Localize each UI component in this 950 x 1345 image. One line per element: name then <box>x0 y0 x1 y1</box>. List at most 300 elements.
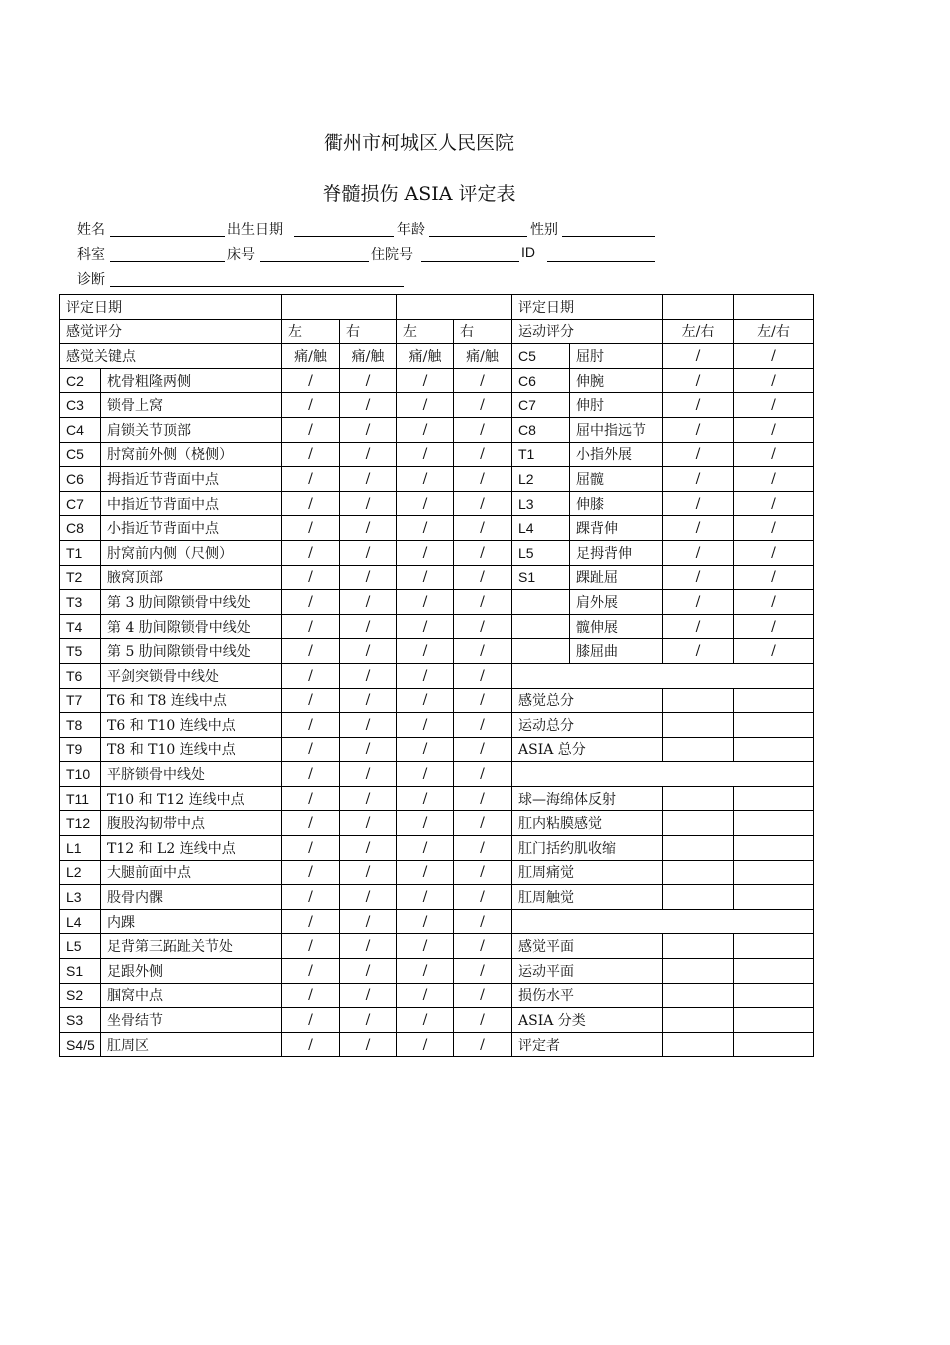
sensory-score-cell[interactable]: / <box>340 417 397 442</box>
left-header: 左 <box>397 319 454 344</box>
motor-score-cell[interactable]: / <box>734 590 814 615</box>
sensory-score-cell[interactable]: / <box>454 491 512 516</box>
sensory-score-cell[interactable]: / <box>397 713 454 738</box>
sensory-score-cell[interactable]: / <box>397 934 454 959</box>
sensory-score-cell[interactable]: / <box>340 713 397 738</box>
sensory-score-cell[interactable]: / <box>282 491 340 516</box>
motor-eval-date-cell-2[interactable] <box>734 295 814 320</box>
motor-muscle: 屈中指远节 <box>570 417 663 442</box>
motor-muscle: 踝趾屈 <box>570 565 663 590</box>
sensory-score-cell[interactable]: / <box>282 762 340 787</box>
sensory-score-cell[interactable]: / <box>340 909 397 934</box>
sensory-score-cell[interactable]: / <box>340 737 397 762</box>
left-right-header: 左/右 <box>663 319 734 344</box>
summary-value-cell[interactable] <box>734 885 814 910</box>
bed-field[interactable] <box>260 261 369 262</box>
sensory-score-cell[interactable]: / <box>282 467 340 492</box>
table-row <box>60 1032 814 1057</box>
sensory-score-cell[interactable]: / <box>454 417 512 442</box>
sensory-score-cell[interactable]: / <box>282 786 340 811</box>
sensory-score-cell[interactable]: / <box>340 590 397 615</box>
dept-field[interactable] <box>110 261 225 262</box>
sensory-level: T9 <box>60 737 101 762</box>
eval-date-cell-1[interactable] <box>282 295 397 320</box>
summary-value-cell[interactable] <box>663 811 734 836</box>
sensory-level: C2 <box>60 368 101 393</box>
motor-score-cell[interactable]: / <box>734 368 814 393</box>
motor-muscle: 足拇背伸 <box>570 540 663 565</box>
sensory-level: T7 <box>60 688 101 713</box>
motor-muscle: 伸腕 <box>570 368 663 393</box>
motor-score-cell[interactable]: / <box>734 344 814 369</box>
sensory-score-cell[interactable]: / <box>282 860 340 885</box>
sensory-keypoint: 大腿前面中点 <box>101 860 282 885</box>
sensory-score-cell[interactable]: / <box>454 663 512 688</box>
sensory-score-cell[interactable]: / <box>340 639 397 664</box>
motor-score-cell[interactable]: / <box>663 614 734 639</box>
sensory-score-cell[interactable]: / <box>454 688 512 713</box>
sensory-score-cell[interactable]: / <box>282 614 340 639</box>
summary-value-cell[interactable] <box>663 983 734 1008</box>
motor-muscle: 伸膝 <box>570 491 663 516</box>
sensory-score-cell[interactable]: / <box>340 467 397 492</box>
sensory-level: L4 <box>60 909 101 934</box>
motor-score-cell[interactable]: / <box>663 565 734 590</box>
summary-value-cell[interactable] <box>734 959 814 984</box>
summary-value-cell[interactable] <box>663 860 734 885</box>
sensory-score-cell[interactable]: / <box>454 540 512 565</box>
sensory-level: T3 <box>60 590 101 615</box>
sensory-level: T5 <box>60 639 101 664</box>
sensory-score-cell[interactable]: / <box>282 1008 340 1033</box>
sensory-keypoint: 中指近节背面中点 <box>101 491 282 516</box>
sex-field[interactable] <box>562 236 655 237</box>
summary-value-cell[interactable] <box>734 786 814 811</box>
birth-date-label: 出生日期 <box>227 222 283 238</box>
summary-label: 评定者 <box>512 1032 663 1057</box>
motor-score-cell[interactable]: / <box>663 393 734 418</box>
motor-level: C8 <box>512 417 570 442</box>
sensory-score-cell[interactable]: / <box>454 639 512 664</box>
sensory-score-cell[interactable]: / <box>397 1032 454 1057</box>
sensory-keypoint: 锁骨上窝 <box>101 393 282 418</box>
sex-label: 性别 <box>530 222 558 238</box>
summary-value-cell[interactable] <box>663 836 734 861</box>
sensory-score-cell[interactable]: / <box>282 639 340 664</box>
sensory-score-cell[interactable]: / <box>454 368 512 393</box>
sensory-level: L5 <box>60 934 101 959</box>
sensory-score-cell[interactable]: / <box>454 442 512 467</box>
sensory-score-cell[interactable]: / <box>454 885 512 910</box>
age-label: 年龄 <box>397 222 425 238</box>
table-row <box>60 885 814 910</box>
pain-touch-header: 痛/触 <box>454 344 512 369</box>
sensory-level: L3 <box>60 885 101 910</box>
header-row-keypoints <box>60 344 814 369</box>
sensory-keypoint: 第 5 肋间隙锁骨中线处 <box>101 639 282 664</box>
summary-value-cell[interactable] <box>734 1008 814 1033</box>
motor-score-cell[interactable]: / <box>734 565 814 590</box>
sensory-score-cell[interactable]: / <box>282 1032 340 1057</box>
blank-separator-row <box>512 762 814 787</box>
sensory-level: T6 <box>60 663 101 688</box>
summary-label: ASIA 分类 <box>512 1008 663 1033</box>
sensory-score-cell[interactable]: / <box>340 885 397 910</box>
sensory-keypoint: 足跟外侧 <box>101 959 282 984</box>
summary-label: 运动总分 <box>512 713 663 738</box>
summary-value-cell[interactable] <box>663 959 734 984</box>
motor-score-cell[interactable]: / <box>734 393 814 418</box>
table-row <box>60 491 814 516</box>
sensory-score-cell[interactable]: / <box>454 934 512 959</box>
motor-score-cell[interactable]: / <box>734 442 814 467</box>
sensory-keypoint: 腹股沟韧带中点 <box>101 811 282 836</box>
motor-score-cell[interactable]: / <box>734 417 814 442</box>
table-row <box>60 417 814 442</box>
motor-level <box>512 590 570 615</box>
sensory-score-cell[interactable]: / <box>340 762 397 787</box>
motor-score-cell[interactable]: / <box>663 491 734 516</box>
sensory-score-cell[interactable]: / <box>282 417 340 442</box>
sensory-score-cell[interactable]: / <box>282 983 340 1008</box>
sensory-score-cell[interactable]: / <box>282 368 340 393</box>
sensory-score-cell[interactable]: / <box>340 1008 397 1033</box>
sensory-keypoint: 平剑突锁骨中线处 <box>101 663 282 688</box>
motor-score-cell[interactable]: / <box>734 614 814 639</box>
sensory-score-cell[interactable]: / <box>282 516 340 541</box>
summary-value-cell[interactable] <box>663 1008 734 1033</box>
sensory-score-cell[interactable]: / <box>454 565 512 590</box>
sensory-score-cell[interactable]: / <box>340 983 397 1008</box>
sensory-score-cell[interactable]: / <box>397 836 454 861</box>
summary-value-cell[interactable] <box>734 737 814 762</box>
motor-score-cell[interactable]: / <box>663 516 734 541</box>
summary-value-cell[interactable] <box>663 786 734 811</box>
sensory-score-cell[interactable]: / <box>340 393 397 418</box>
table-row <box>60 368 814 393</box>
sensory-score-cell[interactable]: / <box>397 417 454 442</box>
sensory-score-cell[interactable]: / <box>454 737 512 762</box>
sensory-score-cell[interactable]: / <box>454 983 512 1008</box>
sensory-keypoint: 小指近节背面中点 <box>101 516 282 541</box>
sensory-keypoint: 第 4 肋间隙锁骨中线处 <box>101 614 282 639</box>
table-row <box>60 934 814 959</box>
sensory-score-cell[interactable]: / <box>340 368 397 393</box>
sensory-score-cell[interactable]: / <box>397 737 454 762</box>
summary-value-cell[interactable] <box>663 688 734 713</box>
sensory-score-cell[interactable]: / <box>282 393 340 418</box>
sensory-score-cell[interactable]: / <box>282 934 340 959</box>
motor-score-cell[interactable]: / <box>663 344 734 369</box>
sensory-score-cell[interactable]: / <box>282 663 340 688</box>
summary-value-cell[interactable] <box>734 1032 814 1057</box>
sensory-score-cell[interactable]: / <box>397 467 454 492</box>
table-row <box>60 811 814 836</box>
name-field[interactable] <box>110 236 225 237</box>
summary-value-cell[interactable] <box>663 885 734 910</box>
summary-value-cell[interactable] <box>663 1032 734 1057</box>
right-header: 右 <box>454 319 512 344</box>
sensory-keypoint: 肘窝前外侧（桡侧） <box>101 442 282 467</box>
table-row <box>60 516 814 541</box>
sensory-score-cell[interactable]: / <box>397 491 454 516</box>
sensory-level: L1 <box>60 836 101 861</box>
motor-score-cell[interactable]: / <box>734 516 814 541</box>
sensory-score-cell[interactable]: / <box>397 565 454 590</box>
sensory-score-cell[interactable]: / <box>340 934 397 959</box>
sensory-level: T8 <box>60 713 101 738</box>
summary-value-cell[interactable] <box>734 836 814 861</box>
blank-separator-row <box>512 663 814 688</box>
motor-muscle: 髋伸展 <box>570 614 663 639</box>
summary-label: 肛周痛觉 <box>512 860 663 885</box>
table-row <box>60 467 814 492</box>
sensory-score-cell[interactable]: / <box>454 1008 512 1033</box>
summary-label: 肛门括约肌收缩 <box>512 836 663 861</box>
sensory-score-cell[interactable]: / <box>282 811 340 836</box>
eval-date-cell-2[interactable] <box>397 295 512 320</box>
sensory-score-cell[interactable]: / <box>454 860 512 885</box>
sensory-score-cell[interactable]: / <box>340 836 397 861</box>
table-row <box>60 786 814 811</box>
motor-score-cell[interactable]: / <box>663 467 734 492</box>
motor-level: L5 <box>512 540 570 565</box>
sensory-score-cell[interactable]: / <box>454 1032 512 1057</box>
sensory-keypoints-label: 感觉关键点 <box>60 344 282 369</box>
pain-touch-header: 痛/触 <box>282 344 340 369</box>
sensory-score-cell[interactable]: / <box>397 1008 454 1033</box>
motor-level: C6 <box>512 368 570 393</box>
sensory-score-cell[interactable]: / <box>397 368 454 393</box>
sensory-score-cell[interactable]: / <box>454 762 512 787</box>
sensory-keypoint: 股骨内髁 <box>101 885 282 910</box>
motor-score-cell[interactable]: / <box>663 442 734 467</box>
sensory-keypoint: 第 3 肋间隙锁骨中线处 <box>101 590 282 615</box>
sensory-level: C8 <box>60 516 101 541</box>
table-row <box>60 540 814 565</box>
sensory-keypoint: 坐骨结节 <box>101 1008 282 1033</box>
table-row <box>60 762 814 787</box>
header-row-scores <box>60 319 814 344</box>
summary-value-cell[interactable] <box>734 811 814 836</box>
sensory-score-cell[interactable]: / <box>454 393 512 418</box>
motor-score-cell[interactable]: / <box>663 639 734 664</box>
sensory-score-cell[interactable]: / <box>397 393 454 418</box>
sensory-level: C6 <box>60 467 101 492</box>
sensory-score-cell[interactable]: / <box>282 688 340 713</box>
sensory-keypoint: 平脐锁骨中线处 <box>101 762 282 787</box>
sensory-score-cell[interactable]: / <box>397 811 454 836</box>
sensory-score-cell[interactable]: / <box>397 885 454 910</box>
summary-value-cell[interactable] <box>734 713 814 738</box>
motor-level: C5 <box>512 344 570 369</box>
motor-level: S1 <box>512 565 570 590</box>
sensory-score-cell[interactable]: / <box>397 959 454 984</box>
asia-assessment-table <box>59 294 814 1057</box>
sensory-score-cell[interactable]: / <box>282 836 340 861</box>
name-label: 姓名 <box>77 222 105 238</box>
sensory-score-cell[interactable]: / <box>454 516 512 541</box>
motor-muscle: 小指外展 <box>570 442 663 467</box>
sensory-level: T11 <box>60 786 101 811</box>
sensory-score-cell[interactable]: / <box>340 516 397 541</box>
table-row <box>60 590 814 615</box>
table-row <box>60 688 814 713</box>
summary-value-cell[interactable] <box>734 983 814 1008</box>
motor-level: L4 <box>512 516 570 541</box>
sensory-score-cell[interactable]: / <box>282 590 340 615</box>
motor-score-cell[interactable]: / <box>663 590 734 615</box>
summary-value-cell[interactable] <box>734 934 814 959</box>
sensory-score-cell[interactable]: / <box>340 959 397 984</box>
sensory-score-cell[interactable]: / <box>397 983 454 1008</box>
sensory-score-cell[interactable]: / <box>340 860 397 885</box>
sensory-level: L2 <box>60 860 101 885</box>
summary-value-cell[interactable] <box>663 934 734 959</box>
sensory-keypoint: T6 和 T10 连线中点 <box>101 713 282 738</box>
sensory-score-cell[interactable]: / <box>282 713 340 738</box>
summary-label: 运动平面 <box>512 959 663 984</box>
sensory-score-cell[interactable]: / <box>397 663 454 688</box>
summary-label: 感觉平面 <box>512 934 663 959</box>
sensory-keypoint: 腘窝中点 <box>101 983 282 1008</box>
motor-score-cell[interactable]: / <box>734 491 814 516</box>
table-row <box>60 639 814 664</box>
sensory-score-cell[interactable]: / <box>397 762 454 787</box>
motor-level: L2 <box>512 467 570 492</box>
sensory-score-cell[interactable]: / <box>340 614 397 639</box>
sensory-level: C3 <box>60 393 101 418</box>
sensory-level: S3 <box>60 1008 101 1033</box>
motor-level <box>512 639 570 664</box>
motor-score-cell[interactable]: / <box>663 540 734 565</box>
motor-score-cell[interactable]: / <box>734 540 814 565</box>
table-row <box>60 713 814 738</box>
motor-muscle: 伸肘 <box>570 393 663 418</box>
sensory-keypoint: 枕骨粗隆两侧 <box>101 368 282 393</box>
summary-value-cell[interactable] <box>663 737 734 762</box>
age-field[interactable] <box>429 236 527 237</box>
sensory-score-cell[interactable]: / <box>340 1032 397 1057</box>
table-row <box>60 565 814 590</box>
sensory-level: C5 <box>60 442 101 467</box>
sensory-score-cell[interactable]: / <box>340 663 397 688</box>
sensory-score-cell[interactable]: / <box>454 590 512 615</box>
sensory-score-cell[interactable]: / <box>282 959 340 984</box>
sensory-score-cell[interactable]: / <box>282 909 340 934</box>
sensory-score-cell[interactable]: / <box>340 491 397 516</box>
motor-score-cell[interactable]: / <box>734 467 814 492</box>
dept-label: 科室 <box>77 247 105 263</box>
sensory-score-cell[interactable]: / <box>397 442 454 467</box>
sensory-score-cell[interactable]: / <box>397 909 454 934</box>
sensory-score-cell[interactable]: / <box>340 442 397 467</box>
motor-muscle: 膝屈曲 <box>570 639 663 664</box>
table-row <box>60 442 814 467</box>
summary-value-cell[interactable] <box>663 713 734 738</box>
sensory-score-cell[interactable]: / <box>282 565 340 590</box>
sensory-keypoint: 腋窝顶部 <box>101 565 282 590</box>
sensory-level: T1 <box>60 540 101 565</box>
right-header: 右 <box>340 319 397 344</box>
sensory-score-cell[interactable]: / <box>454 811 512 836</box>
form-title: 脊髓损伤 ASIA 评定表 <box>322 183 516 205</box>
header-row-eval-date <box>60 295 814 320</box>
left-right-header: 左/右 <box>734 319 814 344</box>
sensory-keypoint: 肛周区 <box>101 1032 282 1057</box>
sensory-score-cell[interactable]: / <box>397 860 454 885</box>
sensory-score-cell[interactable]: / <box>397 688 454 713</box>
sensory-score-cell[interactable]: / <box>454 467 512 492</box>
sensory-score-cell[interactable]: / <box>397 540 454 565</box>
sensory-level: S4/5 <box>60 1032 101 1057</box>
motor-score-cell[interactable]: / <box>734 639 814 664</box>
sensory-score-cell[interactable]: / <box>454 836 512 861</box>
inpatient-no-field[interactable] <box>421 261 519 262</box>
sensory-score-cell[interactable]: / <box>397 639 454 664</box>
table-row <box>60 614 814 639</box>
sensory-score-cell[interactable]: / <box>282 442 340 467</box>
pain-touch-header: 痛/触 <box>340 344 397 369</box>
table-row <box>60 737 814 762</box>
table-row <box>60 860 814 885</box>
pain-touch-header: 痛/触 <box>397 344 454 369</box>
sensory-score-cell[interactable]: / <box>397 590 454 615</box>
sensory-score-cell[interactable]: / <box>454 786 512 811</box>
summary-label: 肛周触觉 <box>512 885 663 910</box>
sensory-score-cell[interactable]: / <box>282 540 340 565</box>
summary-label: 损伤水平 <box>512 983 663 1008</box>
motor-score-cell[interactable]: / <box>663 417 734 442</box>
sensory-level: T2 <box>60 565 101 590</box>
diagnosis-label: 诊断 <box>77 272 105 288</box>
summary-value-cell[interactable] <box>734 860 814 885</box>
motor-muscle: 屈肘 <box>570 344 663 369</box>
left-header: 左 <box>282 319 340 344</box>
motor-eval-date-label: 评定日期 <box>512 295 663 320</box>
sensory-level: C4 <box>60 417 101 442</box>
birth-date-field[interactable] <box>294 236 394 237</box>
sensory-score-cell[interactable]: / <box>340 688 397 713</box>
sensory-keypoint: 肘窝前内侧（尺侧） <box>101 540 282 565</box>
sensory-score-cell[interactable]: / <box>340 565 397 590</box>
sensory-score-cell[interactable]: / <box>397 786 454 811</box>
sensory-score-cell[interactable]: / <box>397 516 454 541</box>
hospital-name: 衢州市柯城区人民医院 <box>323 132 514 154</box>
sensory-score-cell[interactable]: / <box>454 614 512 639</box>
motor-eval-date-cell-1[interactable] <box>663 295 734 320</box>
blank-separator-row <box>512 909 814 934</box>
sensory-score-cell[interactable]: / <box>454 713 512 738</box>
id-field[interactable] <box>547 261 655 262</box>
sensory-level: T12 <box>60 811 101 836</box>
diagnosis-field[interactable] <box>110 286 404 287</box>
sensory-score-cell[interactable]: / <box>282 885 340 910</box>
sensory-score-cell[interactable]: / <box>282 737 340 762</box>
table-row <box>60 393 814 418</box>
summary-value-cell[interactable] <box>734 688 814 713</box>
sensory-keypoint: 足背第三跖趾关节处 <box>101 934 282 959</box>
sensory-score-cell[interactable]: / <box>454 959 512 984</box>
sensory-score-cell[interactable]: / <box>340 540 397 565</box>
sensory-score-cell[interactable]: / <box>340 811 397 836</box>
sensory-score-cell[interactable]: / <box>454 909 512 934</box>
motor-level: T1 <box>512 442 570 467</box>
motor-score-cell[interactable]: / <box>663 368 734 393</box>
sensory-score-cell[interactable]: / <box>397 614 454 639</box>
sensory-score-cell[interactable]: / <box>340 786 397 811</box>
motor-level: L3 <box>512 491 570 516</box>
